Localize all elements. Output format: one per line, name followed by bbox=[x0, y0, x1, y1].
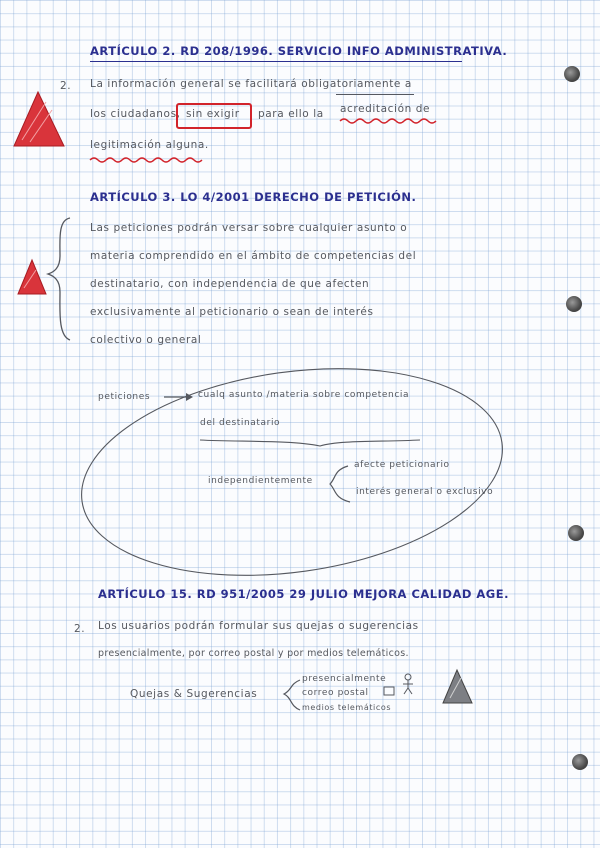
diagram-ellipse bbox=[68, 343, 516, 600]
quejas-option: medios telemáticos bbox=[302, 703, 392, 712]
section2-line: colectivo o general bbox=[90, 334, 202, 346]
curly-brace-icon bbox=[284, 680, 300, 710]
curly-brace-icon bbox=[48, 218, 70, 340]
item-number: 2. bbox=[74, 623, 86, 635]
diagram-branch: interés general o exclusivo bbox=[356, 487, 494, 497]
diagram-arrow-text2: del destinatario bbox=[200, 418, 281, 428]
diagram-arrow-text: cualq asunto /materia sobre competencia bbox=[198, 390, 410, 400]
diagram-indep-label: independientemente bbox=[208, 476, 313, 486]
envelope-icon bbox=[384, 687, 394, 695]
red-triangle-icon bbox=[18, 260, 46, 294]
section1-line3: legitimación alguna. bbox=[90, 139, 209, 151]
diagram-left-label: peticiones bbox=[98, 392, 151, 402]
section2-line: destinatario, con independencia de que afecten bbox=[90, 278, 370, 290]
section1-line1: La información general se facilitará obligatoriamente a bbox=[90, 78, 412, 90]
wavy-underline bbox=[336, 94, 414, 95]
section1-line2c: acreditación de bbox=[340, 103, 431, 115]
curly-brace-icon bbox=[330, 466, 350, 502]
section1-line2b: para ello la bbox=[258, 108, 324, 120]
grey-triangle-icon bbox=[443, 670, 472, 703]
section3-line1: Los usuarios podrán formular sus quejas o sugerencias bbox=[98, 620, 419, 632]
quejas-option: correo postal bbox=[302, 688, 369, 698]
section2-heading: ARTÍCULO 3. LO 4/2001 DERECHO DE PETICIÓN. bbox=[90, 190, 417, 204]
section2-line: Las peticiones podrán versar sobre cualquier asunto o bbox=[90, 222, 408, 234]
horizontal-brace-icon bbox=[200, 440, 420, 446]
section1-line2-boxed: sin exigir bbox=[186, 108, 240, 120]
red-triangle-icon bbox=[14, 92, 64, 146]
person-icon bbox=[405, 674, 411, 680]
item-number: 2. bbox=[60, 80, 72, 92]
section1-line2a: los ciudadanos, bbox=[90, 108, 181, 120]
heading-underline bbox=[90, 61, 462, 62]
diagram-branch: afecte peticionario bbox=[354, 460, 450, 470]
section3-heading: ARTÍCULO 15. RD 951/2005 29 JULIO MEJORA CALIDAD AGE. bbox=[98, 587, 509, 601]
quejas-option: presencialmente bbox=[302, 674, 387, 684]
quejas-summary-label: Quejas & Sugerencias bbox=[130, 688, 258, 700]
section3-line2: presencialmente, por correo postal y por medios telemáticos. bbox=[98, 648, 409, 659]
section2-line: exclusivamente al peticionario o sean de interés bbox=[90, 306, 374, 318]
section2-line: materia comprendido en el ámbito de competencias del bbox=[90, 250, 417, 262]
section1-heading: ARTÍCULO 2. RD 208/1996. SERVICIO INFO ADMINISTRATIVA. bbox=[90, 44, 508, 58]
